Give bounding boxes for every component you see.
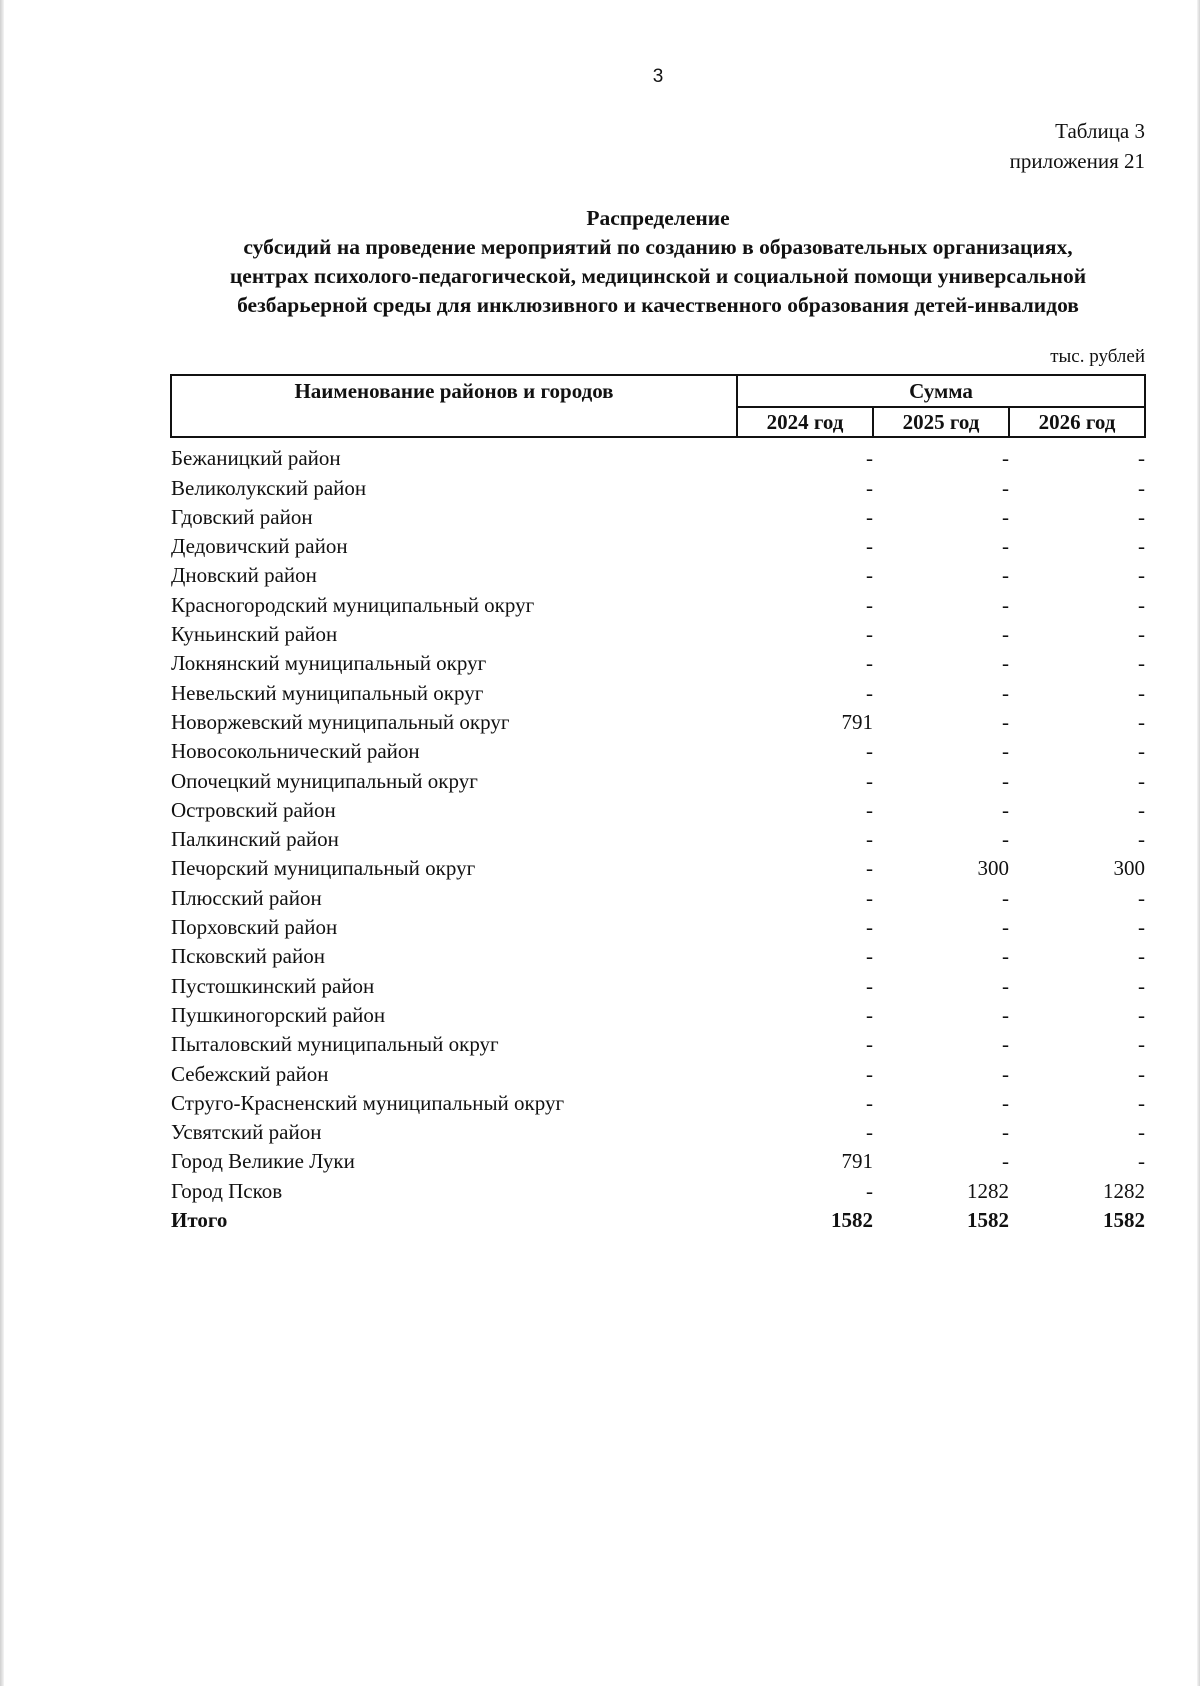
value-2026: - — [1138, 739, 1146, 764]
district-name: Город Великие Луки — [171, 1149, 355, 1174]
table-reference-line-1: Таблица 3 — [1055, 119, 1145, 143]
value-2024: - — [866, 475, 873, 500]
value-2026: - — [1138, 973, 1146, 998]
district-name: Новосокольнический район — [171, 739, 420, 764]
district-name: Локнянский муниципальный округ — [171, 651, 487, 676]
value-2025: - — [1002, 446, 1009, 471]
table-row — [171, 618, 1145, 647]
value-2026: - — [1138, 622, 1146, 647]
district-name: Опочецкий муниципальный округ — [171, 768, 478, 793]
units-label: тыс. рублей — [1050, 346, 1145, 367]
total-value-2025: 1582 — [967, 1208, 1009, 1233]
district-name: Псковский район — [171, 944, 325, 969]
value-2026: - — [1138, 1090, 1146, 1115]
value-2025: - — [1002, 739, 1009, 764]
value-2026: - — [1138, 592, 1146, 617]
value-2025: - — [1002, 563, 1009, 588]
value-2025: - — [1002, 504, 1009, 529]
total-district-name: Итого — [171, 1208, 228, 1233]
table-row — [171, 969, 1145, 998]
value-2025: - — [1002, 592, 1009, 617]
value-2025: - — [1002, 622, 1009, 647]
value-2024: - — [866, 944, 873, 969]
document-heading — [150, 204, 1166, 320]
table-body — [171, 437, 1145, 1233]
value-2025: - — [1002, 1061, 1009, 1086]
table-row — [171, 881, 1145, 910]
value-2026: - — [1138, 680, 1146, 705]
value-2026: - — [1138, 475, 1146, 500]
value-2026: - — [1138, 563, 1146, 588]
value-2025: 1282 — [967, 1178, 1009, 1203]
value-2025: - — [1002, 827, 1009, 852]
district-name: Новоржевский муниципальный округ — [171, 709, 510, 734]
table-row — [171, 471, 1145, 500]
table-row — [171, 940, 1145, 969]
value-2026: - — [1138, 1032, 1146, 1057]
value-2024: - — [866, 1178, 873, 1203]
value-2024: 791 — [841, 1149, 873, 1174]
total-row — [171, 1204, 1145, 1233]
value-2025: - — [1002, 475, 1009, 500]
district-name: Себежский район — [171, 1061, 329, 1086]
value-2024: - — [866, 446, 873, 471]
table-row — [171, 530, 1145, 559]
value-2024: - — [866, 915, 873, 940]
district-name: Великолукский район — [171, 475, 367, 500]
value-2026: - — [1138, 504, 1146, 529]
value-2025: - — [1002, 534, 1009, 559]
value-2026: - — [1138, 1149, 1146, 1174]
value-2025: - — [1002, 797, 1009, 822]
value-2024: - — [866, 827, 873, 852]
value-2026: - — [1138, 944, 1146, 969]
scan-edge-left — [0, 0, 4, 1686]
value-2024: - — [866, 1061, 873, 1086]
value-2026: 1282 — [1103, 1178, 1146, 1203]
value-2025: - — [1002, 768, 1009, 793]
table-row — [171, 1116, 1145, 1145]
district-name: Порховский район — [171, 915, 338, 940]
value-2024: - — [866, 651, 873, 676]
district-name: Островский район — [171, 797, 336, 822]
table-reference — [1010, 116, 1145, 176]
value-2025: - — [1002, 1032, 1009, 1057]
district-name: Дедовичский район — [171, 534, 348, 559]
table-row — [171, 1145, 1145, 1174]
table-row — [171, 764, 1145, 793]
district-name: Усвятский район — [171, 1120, 322, 1145]
district-name: Дновский район — [171, 563, 317, 588]
value-2024: - — [866, 680, 873, 705]
heading-line-1: Распределение — [586, 206, 730, 230]
table-row — [171, 647, 1145, 676]
table-row — [171, 823, 1145, 852]
value-2026: 300 — [1113, 856, 1146, 881]
table-header — [171, 375, 1145, 437]
value-2026: - — [1138, 709, 1146, 734]
header-name-column: Наименование районов и городов — [171, 375, 737, 437]
value-2025: - — [1002, 1090, 1009, 1115]
header-year-2024: 2024 год — [737, 407, 873, 437]
value-2026: - — [1138, 1061, 1146, 1086]
district-name: Печорский муниципальный округ — [171, 856, 476, 881]
heading-line-4: безбарьерной среды для инклюзивного и качественного образования детей-инвалидов — [237, 293, 1079, 317]
table-row — [171, 588, 1145, 617]
header-year-2026: 2026 год — [1009, 407, 1145, 437]
value-2026: - — [1138, 651, 1146, 676]
header-year-2025: 2025 год — [873, 407, 1009, 437]
district-name: Гдовский район — [171, 504, 313, 529]
value-2026: - — [1138, 797, 1146, 822]
value-2024: - — [866, 885, 873, 910]
value-2024: 791 — [841, 709, 873, 734]
district-name: Пушкиногорский район — [171, 1002, 386, 1027]
district-name: Город Псков — [171, 1178, 283, 1203]
table-row — [171, 794, 1145, 823]
value-2025: - — [1002, 1149, 1009, 1174]
table-row — [171, 911, 1145, 940]
value-2025: - — [1002, 651, 1009, 676]
table-reference-line-2: приложения 21 — [1009, 149, 1145, 173]
heading-line-2: субсидий на проведение мероприятий по созданию в образовательных организациях, — [243, 235, 1073, 259]
district-name: Палкинский район — [171, 827, 339, 852]
total-value-2026: 1582 — [1103, 1208, 1146, 1233]
total-value-2024: 1582 — [831, 1208, 873, 1233]
table-row — [171, 1028, 1145, 1057]
value-2025: - — [1002, 885, 1009, 910]
table-row — [171, 852, 1145, 881]
table-row — [171, 559, 1145, 588]
district-name: Плюсский район — [171, 885, 322, 910]
district-name: Бежаницкий район — [171, 446, 341, 471]
value-2024: - — [866, 768, 873, 793]
table-row — [171, 676, 1145, 705]
table-row — [171, 501, 1145, 530]
table-row — [171, 1057, 1145, 1086]
header-sum: Сумма — [737, 375, 1145, 407]
value-2024: - — [866, 856, 873, 881]
table-row — [171, 706, 1145, 735]
value-2026: - — [1138, 768, 1146, 793]
value-2026: - — [1138, 446, 1146, 471]
value-2024: - — [866, 1002, 873, 1027]
value-2025: - — [1002, 1120, 1009, 1145]
header-row-top — [171, 375, 1145, 407]
value-2024: - — [866, 592, 873, 617]
value-2024: - — [866, 739, 873, 764]
value-2024: - — [866, 563, 873, 588]
table-row — [171, 735, 1145, 764]
district-name: Струго-Красненский муниципальный округ — [171, 1090, 565, 1115]
value-2025: - — [1002, 944, 1009, 969]
district-name: Красногородский муниципальный округ — [171, 592, 535, 617]
value-2026: - — [1138, 1002, 1146, 1027]
value-2026: - — [1138, 885, 1146, 910]
value-2026: - — [1138, 915, 1146, 940]
table-row — [171, 437, 1145, 471]
value-2026: - — [1138, 827, 1146, 852]
district-name: Пустошкинский район — [171, 973, 375, 998]
subsidy-table — [170, 374, 1146, 1233]
value-2024: - — [866, 797, 873, 822]
value-2025: 300 — [977, 856, 1009, 881]
district-name: Невельский муниципальный округ — [171, 680, 484, 705]
value-2025: - — [1002, 680, 1009, 705]
value-2026: - — [1138, 1120, 1146, 1145]
value-2024: - — [866, 1090, 873, 1115]
value-2025: - — [1002, 915, 1009, 940]
table-row — [171, 999, 1145, 1028]
value-2024: - — [866, 504, 873, 529]
district-name: Куньинский район — [171, 622, 338, 647]
heading-line-3: центрах психолого-педагогической, медицинской и социальной помощи универсальной — [229, 264, 1087, 288]
value-2025: - — [1002, 973, 1009, 998]
table-row — [171, 1174, 1145, 1203]
value-2024: - — [866, 622, 873, 647]
value-2024: - — [866, 1120, 873, 1145]
page-number: 3 — [652, 66, 664, 87]
value-2025: - — [1002, 709, 1009, 734]
table-row — [171, 1087, 1145, 1116]
value-2024: - — [866, 1032, 873, 1057]
value-2024: - — [866, 973, 873, 998]
value-2024: - — [866, 534, 873, 559]
district-name: Пыталовский муниципальный округ — [171, 1032, 499, 1057]
value-2026: - — [1138, 534, 1146, 559]
value-2025: - — [1002, 1002, 1009, 1027]
